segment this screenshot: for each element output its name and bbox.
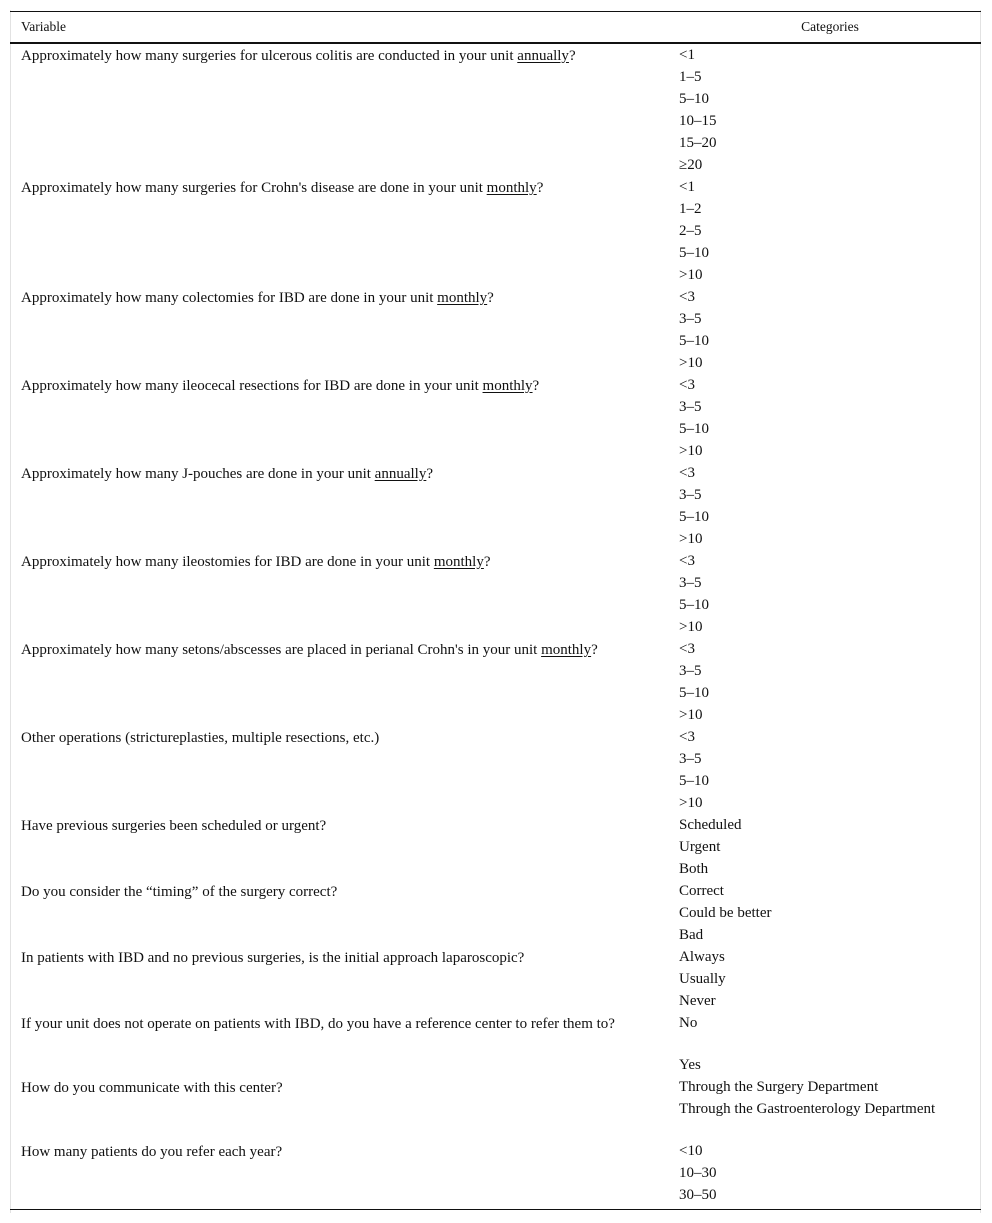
category-option: >10 — [679, 707, 703, 723]
question-punctuation: ? — [426, 466, 433, 482]
table-row — [10, 176, 981, 286]
question-text: Approximately how many surgeries for Crohn's disease are done in your unit — [21, 180, 487, 196]
category-option: Scheduled — [679, 817, 742, 833]
categories-cell — [679, 638, 981, 726]
category-option: <10 — [679, 1143, 703, 1159]
category-option: 5–10 — [679, 91, 709, 107]
category-option: 5–10 — [679, 597, 709, 613]
category-option: 10–15 — [679, 113, 717, 129]
categories-cell — [679, 1076, 981, 1140]
question-text: Approximately how many J-pouches are done in your unit — [21, 466, 375, 482]
question-text: Approximately how many ileostomies for IBD are done in your unit — [21, 554, 434, 570]
question-cell — [10, 462, 679, 550]
question-punctuation: ? — [483, 554, 491, 570]
category-option: 15–20 — [679, 135, 717, 151]
question-cell — [10, 880, 679, 946]
question-frequency-emphasis: monthly — [486, 180, 537, 196]
category-option: 5–10 — [679, 509, 709, 525]
question-text: If your unit does not operate on patients with IBD, do you have a reference center to refer them to? — [21, 1016, 615, 1032]
question-cell — [10, 286, 679, 374]
categories-cell — [679, 462, 981, 550]
question-punctuation: ? — [591, 642, 598, 658]
categories-cell — [679, 946, 981, 1012]
category-option: No — [679, 1015, 698, 1031]
table-row — [10, 946, 981, 1012]
question-cell — [10, 638, 679, 726]
category-option: Could be better — [679, 905, 772, 921]
category-option: <3 — [679, 289, 695, 305]
category-option: 5–10 — [679, 773, 709, 789]
category-option: Urgent — [679, 839, 721, 855]
category-option: 2–5 — [679, 223, 702, 239]
categories-cell — [679, 43, 981, 176]
category-option: Yes — [679, 1057, 701, 1073]
category-option: Never — [679, 993, 716, 1009]
category-option: 5–10 — [679, 333, 709, 349]
question-text: In patients with IBD and no previous surgeries, is the initial approach laparoscopic? — [21, 950, 525, 966]
category-option: 3–5 — [679, 311, 702, 327]
question-text: Approximately how many colectomies for IBD are done in your unit — [21, 290, 438, 306]
header-categories: Categories — [679, 12, 981, 44]
question-punctuation: ? — [536, 180, 544, 196]
question-frequency-emphasis: monthly — [541, 642, 592, 658]
category-option: 5–10 — [679, 245, 709, 261]
question-text: Other operations (strictureplasties, multiple resections, etc.) — [21, 730, 380, 746]
category-option: ≥20 — [679, 157, 703, 173]
table-row — [10, 1140, 981, 1210]
categories-cell — [679, 1012, 981, 1076]
question-frequency-emphasis: annually — [374, 466, 427, 482]
question-cell — [10, 176, 679, 286]
category-option: >10 — [679, 267, 703, 283]
question-text: Approximately how many setons/abscesses are placed in perianal Crohn's in your unit — [21, 642, 542, 658]
category-option: 30–50 — [679, 1187, 717, 1203]
category-option: 5–10 — [679, 421, 709, 437]
categories-cell — [679, 880, 981, 946]
table-row — [10, 286, 981, 374]
question-cell — [10, 374, 679, 462]
categories-cell — [679, 1140, 981, 1210]
table-row — [10, 726, 981, 814]
category-option: <3 — [679, 377, 695, 393]
category-option: >10 — [679, 619, 703, 635]
question-frequency-emphasis: annually — [517, 48, 569, 64]
question-punctuation: ? — [487, 290, 494, 306]
category-option: 3–5 — [679, 399, 702, 415]
table-body — [10, 43, 981, 1210]
category-option: Correct — [679, 883, 724, 899]
category-option: 3–5 — [679, 487, 702, 503]
table-header-row — [10, 12, 981, 44]
table-row — [10, 1012, 981, 1076]
question-text: Do you consider the “timing” of the surgery correct? — [21, 884, 338, 900]
question-cell — [10, 946, 679, 1012]
question-cell — [10, 814, 679, 880]
question-punctuation: ? — [532, 378, 540, 394]
categories-cell — [679, 176, 981, 286]
category-option: <3 — [679, 465, 695, 481]
table-row — [10, 462, 981, 550]
question-frequency-emphasis: monthly — [482, 378, 533, 394]
table-row — [10, 638, 981, 726]
category-option: 3–5 — [679, 575, 702, 591]
table-row — [10, 880, 981, 946]
question-cell — [10, 1140, 679, 1210]
category-option: <1 — [679, 179, 695, 195]
category-option: Usually — [679, 971, 726, 987]
question-frequency-emphasis: monthly — [433, 554, 484, 570]
category-option: Always — [679, 949, 725, 965]
question-punctuation: ? — [568, 48, 576, 64]
category-option: <3 — [679, 729, 695, 745]
table-row — [10, 550, 981, 638]
category-option: 10–30 — [679, 1165, 717, 1181]
survey-table — [10, 11, 981, 1210]
category-option: Bad — [679, 927, 704, 943]
category-option: >10 — [679, 443, 703, 459]
category-option: 5–10 — [679, 685, 709, 701]
category-option: Through the Surgery Department — [679, 1079, 879, 1095]
header-variable: Variable — [10, 12, 679, 44]
question-text: How many patients do you refer each year? — [21, 1144, 283, 1160]
question-cell — [10, 43, 679, 176]
category-option: >10 — [679, 531, 703, 547]
question-cell — [10, 1012, 679, 1076]
category-option: Both — [679, 861, 709, 877]
category-option: 1–5 — [679, 69, 702, 85]
table-row — [10, 814, 981, 880]
question-cell — [10, 1076, 679, 1140]
categories-cell — [679, 726, 981, 814]
category-option: >10 — [679, 355, 703, 371]
category-option: 3–5 — [679, 663, 702, 679]
category-option: <1 — [679, 47, 695, 63]
table-row — [10, 374, 981, 462]
categories-cell — [679, 814, 981, 880]
question-text: How do you communicate with this center? — [21, 1080, 283, 1096]
category-option: <3 — [679, 641, 695, 657]
categories-cell — [679, 550, 981, 638]
category-option: 3–5 — [679, 751, 702, 767]
table-row — [10, 43, 981, 176]
question-text: Approximately how many surgeries for ulcerous colitis are conducted in your unit — [21, 48, 518, 64]
table-row — [10, 1076, 981, 1140]
category-option: 1–2 — [679, 201, 702, 217]
categories-cell — [679, 374, 981, 462]
question-cell — [10, 550, 679, 638]
category-option: Through the Gastroenterology Department — [679, 1101, 936, 1117]
question-text: Approximately how many ileocecal resections for IBD are done in your unit — [21, 378, 483, 394]
question-cell — [10, 726, 679, 814]
categories-cell — [679, 286, 981, 374]
category-option: <3 — [679, 553, 695, 569]
category-option: >10 — [679, 795, 703, 811]
question-text: Have previous surgeries been scheduled or urgent? — [21, 818, 327, 834]
question-frequency-emphasis: monthly — [437, 290, 488, 306]
